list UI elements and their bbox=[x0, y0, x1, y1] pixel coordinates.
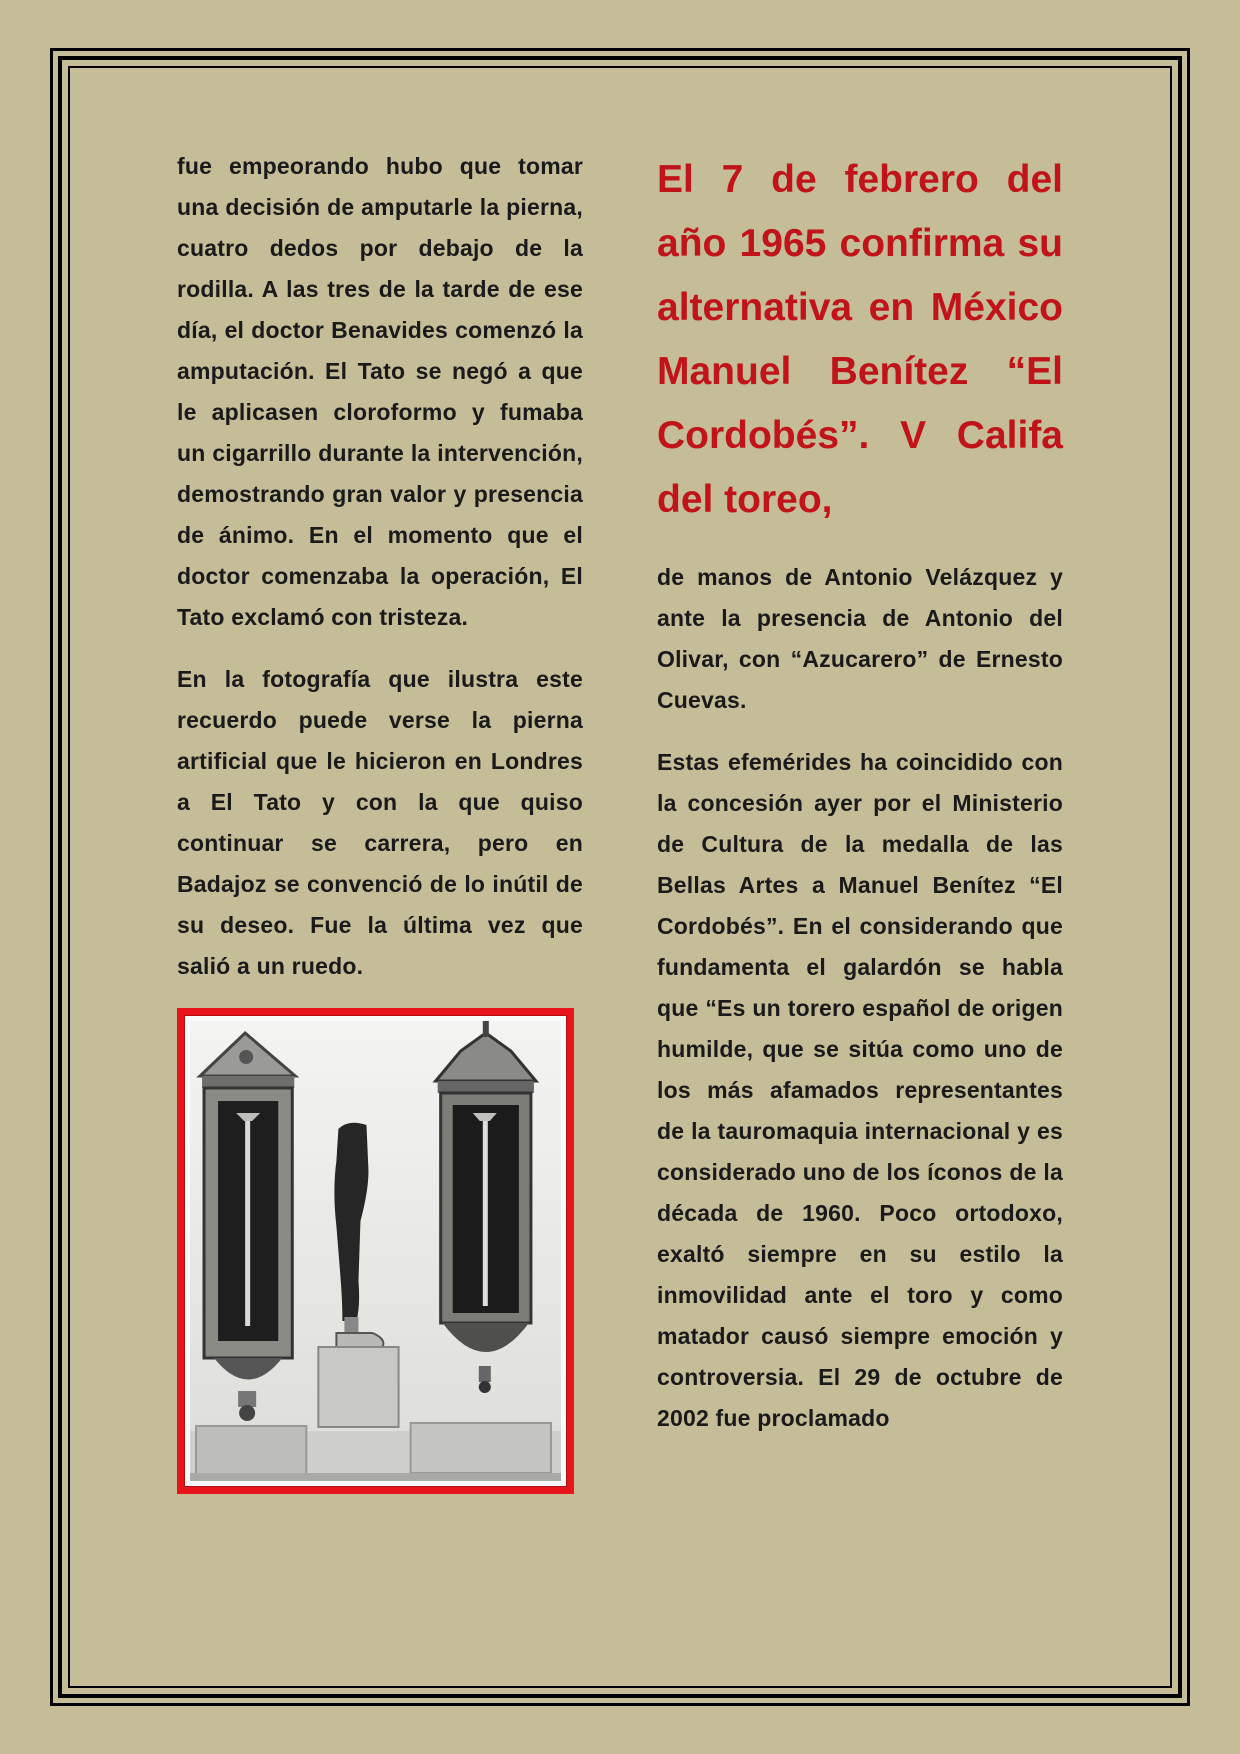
left-paragraph-2: En la fotografía que ilustra este recuerdo puede verse la pierna artificial que le hicieron en Londres a El Tato y con la que quiso continuar se carrera, pero en Badajoz se convenció de lo inútil de su deseo. Fue la última vez que salió a un ruedo. bbox=[177, 666, 583, 979]
headline: El 7 de febrero del año 1965 confirma su alternativa en México Manuel Benítez “El Cordobés”. V Califa del toreo, bbox=[657, 158, 1063, 521]
left-column bbox=[177, 146, 583, 1494]
historical-photo bbox=[177, 1008, 574, 1494]
right-paragraph-1: de manos de Antonio Velázquez y ante la presencia de Antonio del Olivar, con “Azucarero” de Ernesto Cuevas. bbox=[657, 564, 1063, 713]
right-paragraph-2: Estas efemérides ha coincidido con la concesión ayer por el Ministerio de Cultura de la medalla de las Bellas Artes a Manuel Benítez “El Cordobés”. En el considerando que fundamenta el galardón se habla que “Es un torero español de origen humilde, que se sitúa como uno de los más afamados representantes de la tauromaquia internacional y es considerado uno de los íconos de la década de 1960. Poco ortodoxo, exaltó siempre en su estilo la inmovilidad ante el toro y como matador causó siempre emoción y controversia. El 29 de octubre de 2002 fue proclamado bbox=[657, 749, 1063, 1431]
right-column bbox=[657, 146, 1063, 1460]
left-paragraph-1: fue empeorando hubo que tomar una decisión de amputarle la pierna, cuatro dedos por debajo de la rodilla. A las tres de la tarde de ese día, el doctor Benavides comenzó la amputación. El Tato se negó a que le aplicasen cloroformo y fumaba un cigarrillo durante la intervención, demostrando gran valor y presencia de ánimo. En el momento que el doctor comenzaba la operación, El Tato exclamó con tristeza. bbox=[177, 153, 583, 630]
photo-prosthetic-leg-and-swords bbox=[190, 1021, 561, 1481]
